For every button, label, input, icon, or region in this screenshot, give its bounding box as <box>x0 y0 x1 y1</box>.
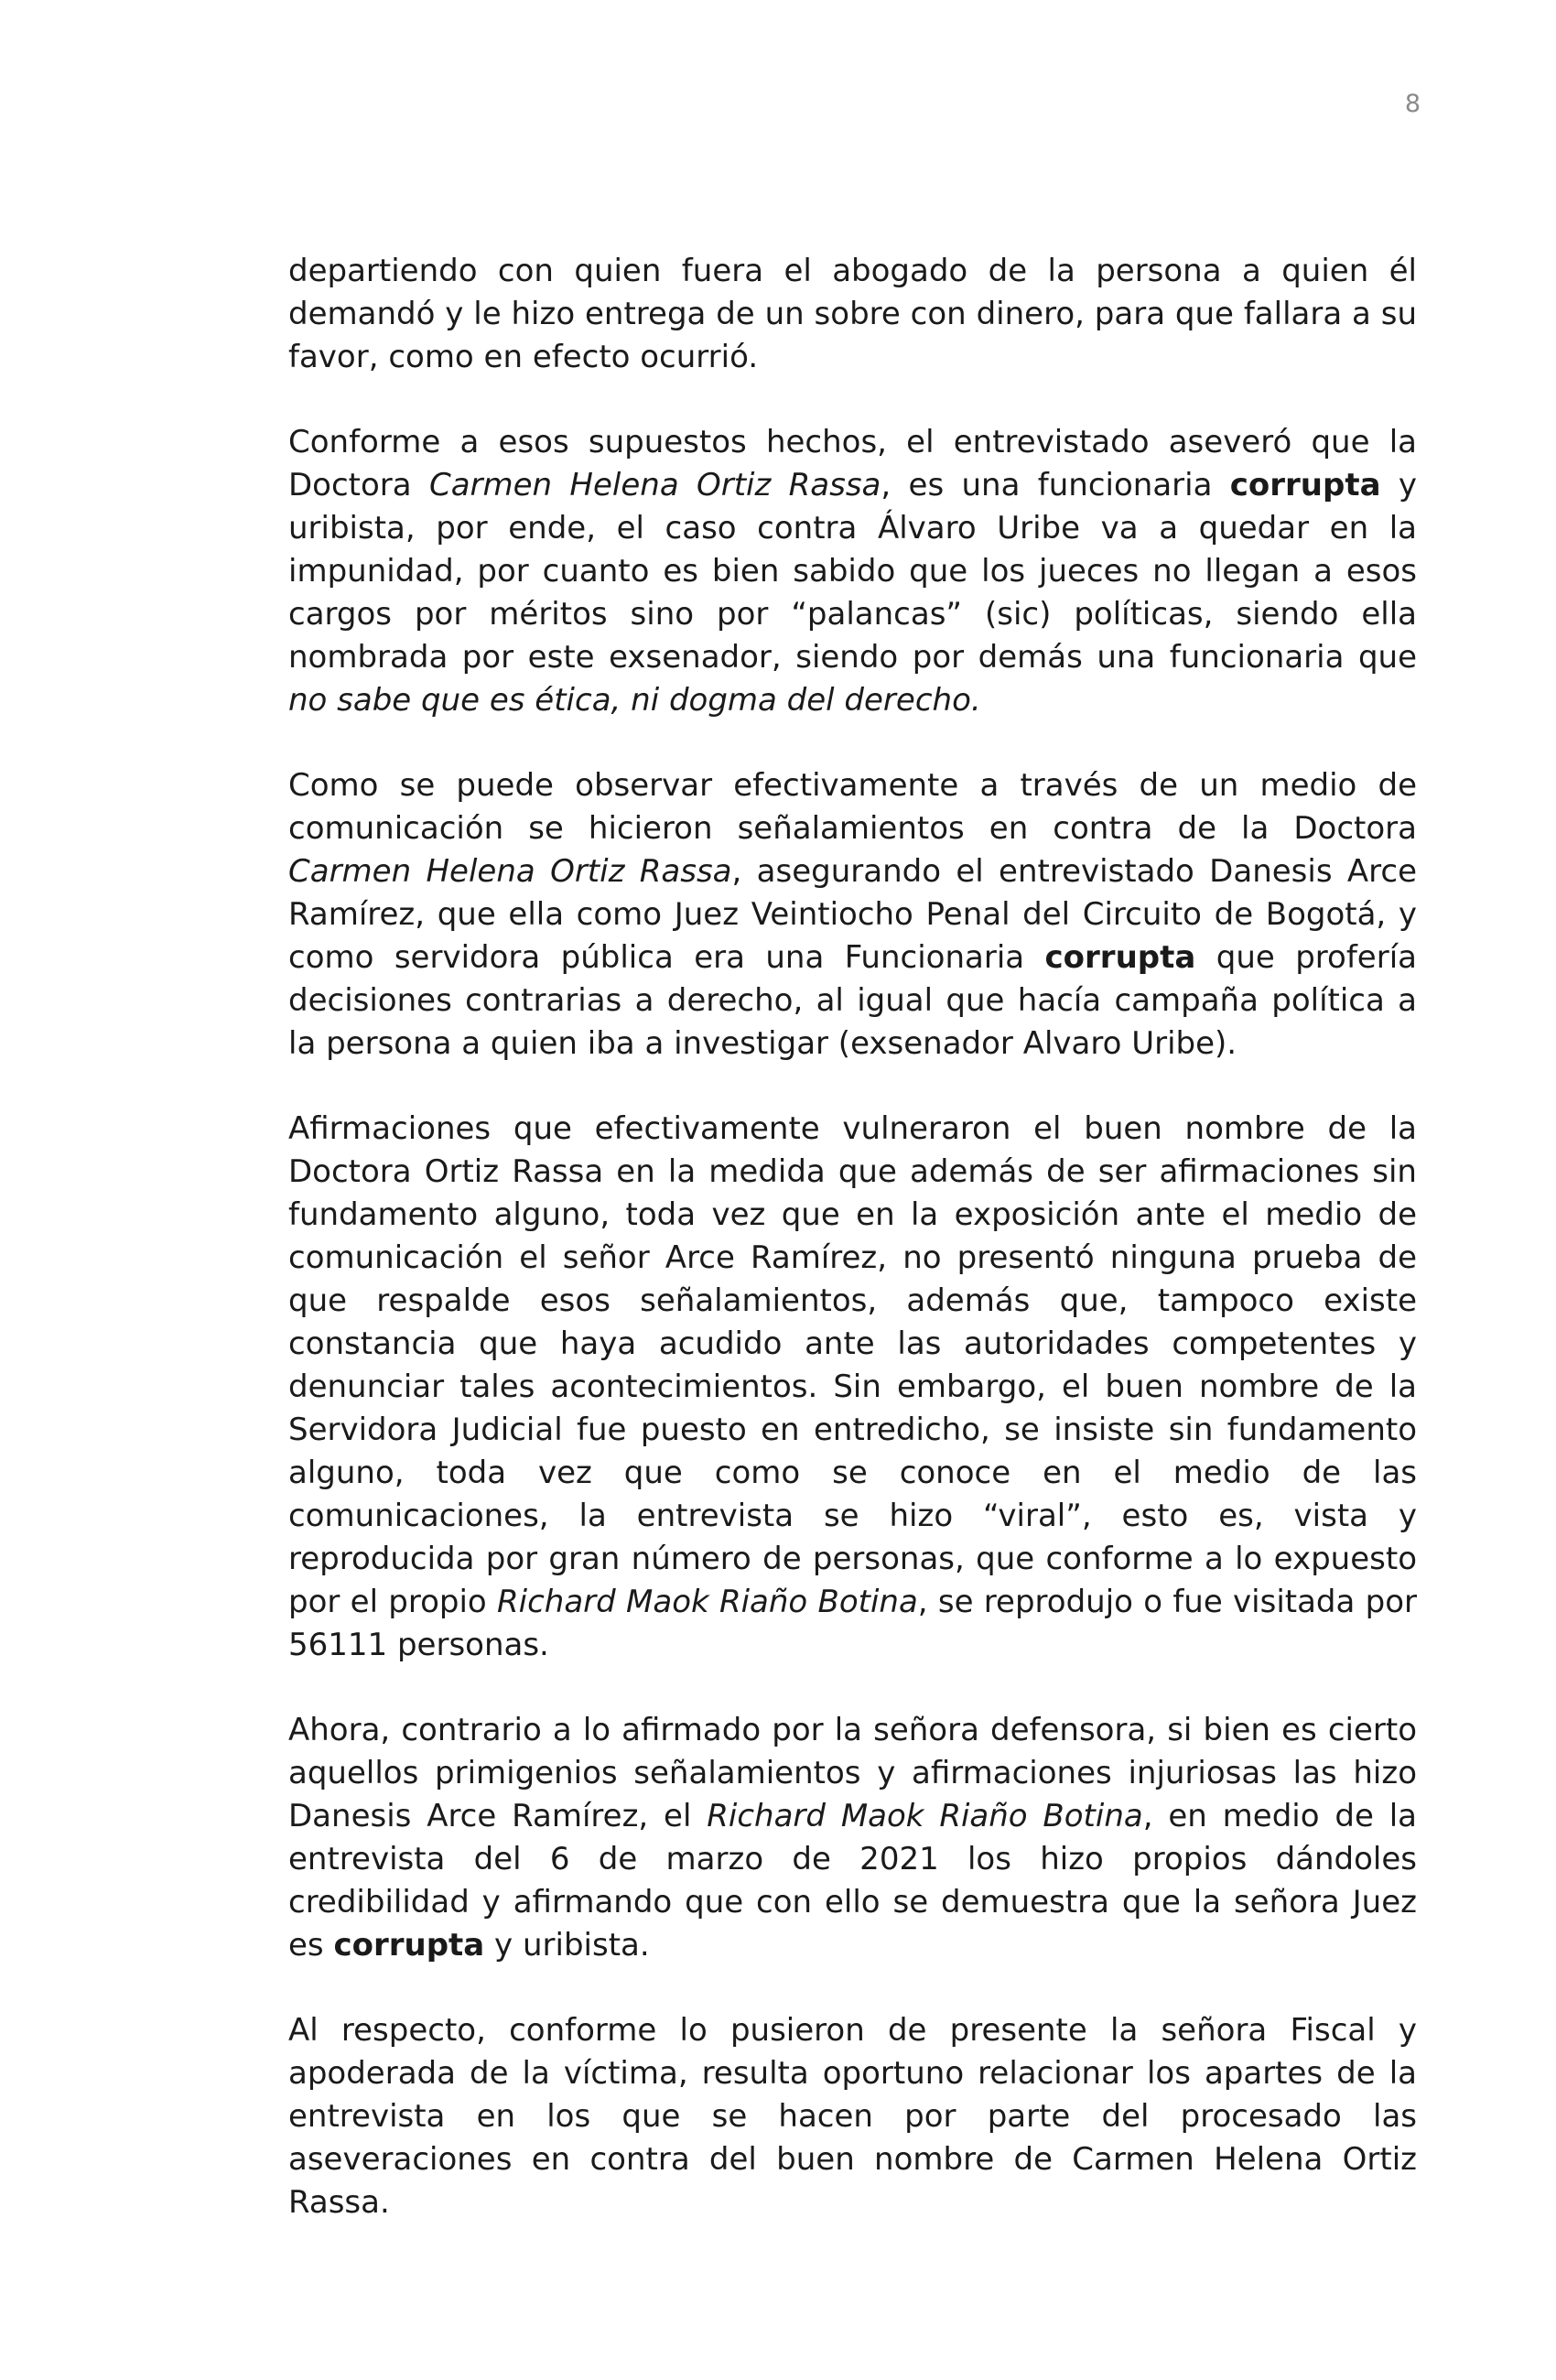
paragraph-text: , se reprodujo o fue visitada por 56111 personas. <box>288 1584 1417 1663</box>
paragraph-text: Ahora, contrario a lo afirmado por la señora defensora, si bien es cierto aquellos primigenios señalamientos y afirmaciones injuriosas las hizo Danesis Arce Ramírez, el <box>288 1712 1417 1834</box>
bold-emphasis: corrupta <box>1229 467 1381 503</box>
italic-name: Richard Maok Riaño Botina <box>707 1798 1143 1834</box>
paragraph-text: Como se puede observar efectivamente a través de un medio de comunicación se hicieron señalamientos en contra de la Doctora <box>288 767 1417 847</box>
paragraph <box>288 421 1417 722</box>
italic-name: Richard Maok Riaño Botina <box>497 1584 918 1620</box>
paragraph <box>288 1108 1417 1667</box>
paragraph-text: y uribista, por ende, el caso contra Álvaro Uribe va a quedar en la impunidad, por cuanto es bien sabido que los jueces no llegan a esos cargos por méritos sino por “palancas” (sic) políticas, siendo ella nombrada por este exsenador, siendo por demás una funcionaria que <box>288 467 1417 676</box>
paragraph <box>288 250 1417 379</box>
paragraph-text: y uribista. <box>484 1927 650 1964</box>
paragraph-text: , es una funcionaria <box>881 467 1230 503</box>
paragraph-text: Al respecto, conforme lo pusieron de presente la señora Fiscal y apoderada de la víctima, resulta oportuno relacionar los apartes de la entrevista en los que se hacen por parte del procesado las aseveraciones en contra del buen nombre de Carmen Helena Ortiz Rassa. <box>288 2012 1417 2221</box>
bold-emphasis: corrupta <box>1044 939 1196 976</box>
paragraph-text: departiendo con quien fuera el abogado de la persona a quien él demandó y le hizo entrega de un sobre con dinero, para que fallara a su favor, como en efecto ocurrió. <box>288 253 1417 375</box>
page-number: 8 <box>1404 90 1421 118</box>
paragraph <box>288 2009 1417 2224</box>
bold-emphasis: corrupta <box>333 1927 485 1964</box>
paragraph-text: , en medio de la entrevista del 6 de marzo de 2021 los hizo propios dándoles credibilidad y afirmando que con ello se demuestra que la señora Juez es <box>288 1798 1417 1964</box>
paragraph-text: , asegurando el entrevistado Danesis Arce Ramírez, que ella como Juez Veintiocho Penal del Circuito de Bogotá, y como servidora pública era una Funcionaria <box>288 853 1417 976</box>
italic-quote: no sabe que es ética, ni dogma del derecho. <box>288 682 981 719</box>
italic-name: Carmen Helena Ortiz Rassa <box>428 467 881 503</box>
document-body <box>288 250 1417 2266</box>
paragraph <box>288 1709 1417 1967</box>
italic-name: Carmen Helena Ortiz Rassa <box>288 853 732 890</box>
paragraph-text: Afirmaciones que efectivamente vulneraron el buen nombre de la Doctora Ortiz Rassa en la medida que además de ser afirmaciones sin fundamento alguno, toda vez que en la exposición ante el medio de comunicación el señor Arce Ramírez, no presentó ninguna prueba de que respalde esos señalamientos, además que, tampoco existe constancia que haya acudido ante las autoridades competentes y denunciar tales acontecimientos. Sin embargo, el buen nombre de la Servidora Judicial fue puesto en entredicho, se insiste sin fundamento alguno, toda vez que como se conoce en el medio de las comunicaciones, la entrevista se hizo “viral”, esto es, vista y reproducida por gran número de personas, que conforme a lo expuesto por el propio <box>288 1110 1417 1620</box>
paragraph <box>288 764 1417 1066</box>
paragraph-text: Conforme a esos supuestos hechos, el entrevistado aseveró que la Doctora <box>288 424 1417 503</box>
paragraph-text: que profería decisiones contrarias a derecho, al igual que hacía campaña política a la persona a quien iba a investigar (exsenador Alvaro Uribe). <box>288 939 1417 1062</box>
